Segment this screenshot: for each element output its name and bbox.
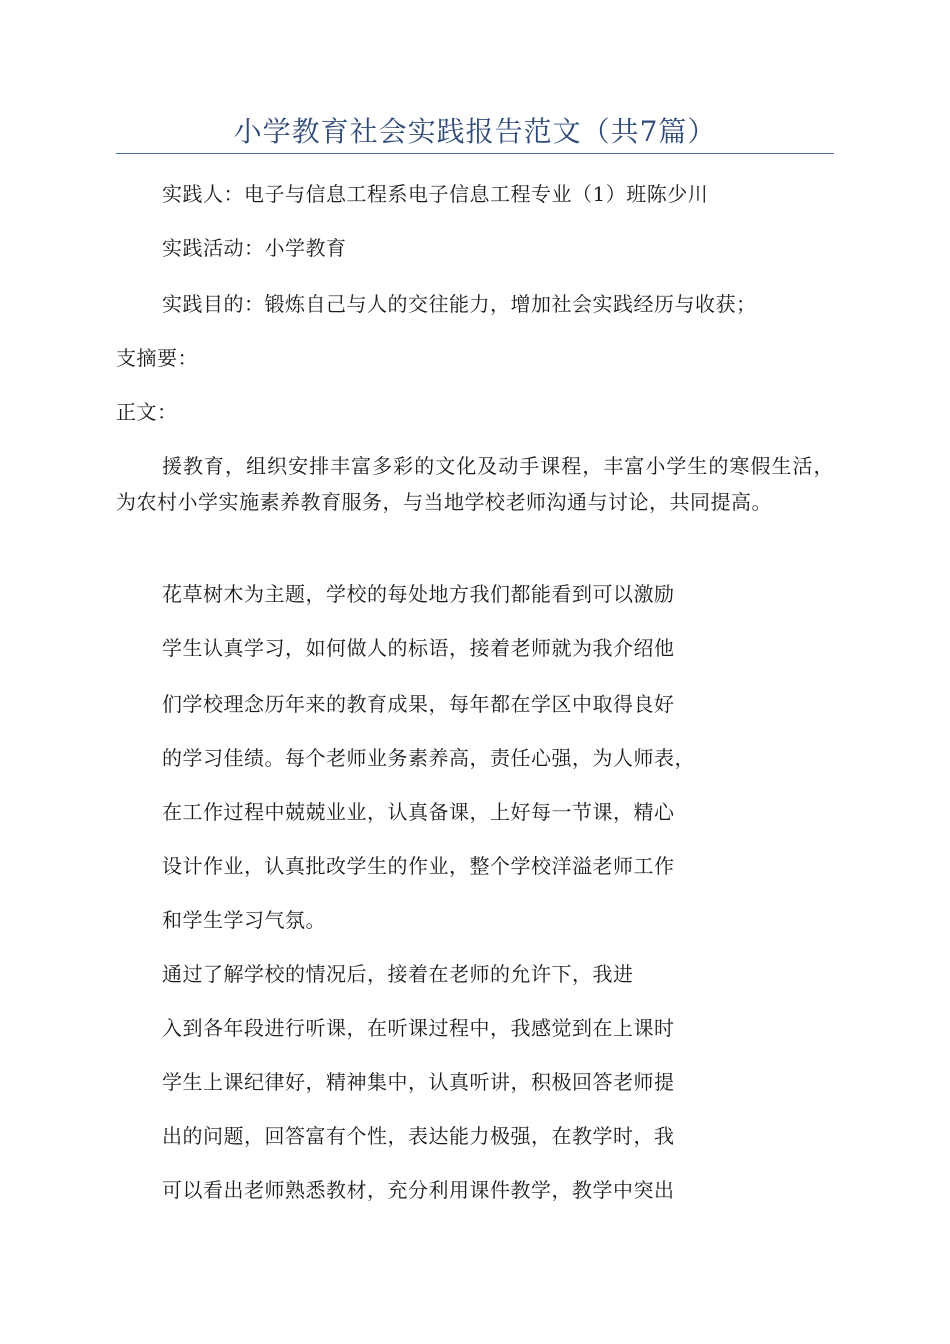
section1-line: 的学习佳绩。每个老师业务素养高，责任心强，为人师表， bbox=[162, 746, 695, 770]
section1-line: 在工作过程中兢兢业业，认真备课，上好每一节课，精心 bbox=[162, 800, 675, 824]
practitioner-line: 实践人：电子与信息工程系电子信息工程专业（1）班陈少川 bbox=[162, 182, 709, 206]
abstract-label: 支摘要： bbox=[116, 346, 198, 370]
section2-line: 通过了解学校的情况后，接着在老师的允许下，我进 bbox=[162, 962, 634, 986]
section2-line: 入到各年段进行听课，在听课过程中，我感觉到在上课时 bbox=[162, 1016, 675, 1040]
section1-line: 花草树木为主题，学校的每处地方我们都能看到可以激励 bbox=[162, 582, 675, 606]
title-underline bbox=[116, 153, 834, 154]
section1-line: 和学生学习气氛。 bbox=[162, 908, 326, 932]
activity-line: 实践活动：小学教育 bbox=[162, 236, 347, 260]
section2-line: 出的问题，回答富有个性，表达能力极强，在教学时，我 bbox=[162, 1124, 675, 1148]
section2-line: 可以看出老师熟悉教材，充分利用课件教学，教学中突出 bbox=[162, 1178, 675, 1202]
section1-line: 学生认真学习，如何做人的标语，接着老师就为我介绍他 bbox=[162, 636, 675, 660]
document-title: 小学教育社会实践报告范文（共7篇） bbox=[233, 115, 717, 148]
intro-paragraph: 援教育，组织安排丰富多彩的文化及动手课程，丰富小学生的寒假生活，为农村小学实施素养教育服务，与当地学校老师沟通与讨论，共同提高。 bbox=[116, 454, 834, 514]
body-label: 正文： bbox=[116, 400, 178, 424]
section1-line: 设计作业，认真批改学生的作业，整个学校洋溢老师工作 bbox=[162, 854, 675, 878]
section1-line: 们学校理念历年来的教育成果，每年都在学区中取得良好 bbox=[162, 692, 675, 716]
purpose-line: 实践目的：锻炼自己与人的交往能力，增加社会实践经历与收获； bbox=[162, 292, 757, 316]
section2-line: 学生上课纪律好，精神集中，认真听讲，积极回答老师提 bbox=[162, 1070, 675, 1094]
